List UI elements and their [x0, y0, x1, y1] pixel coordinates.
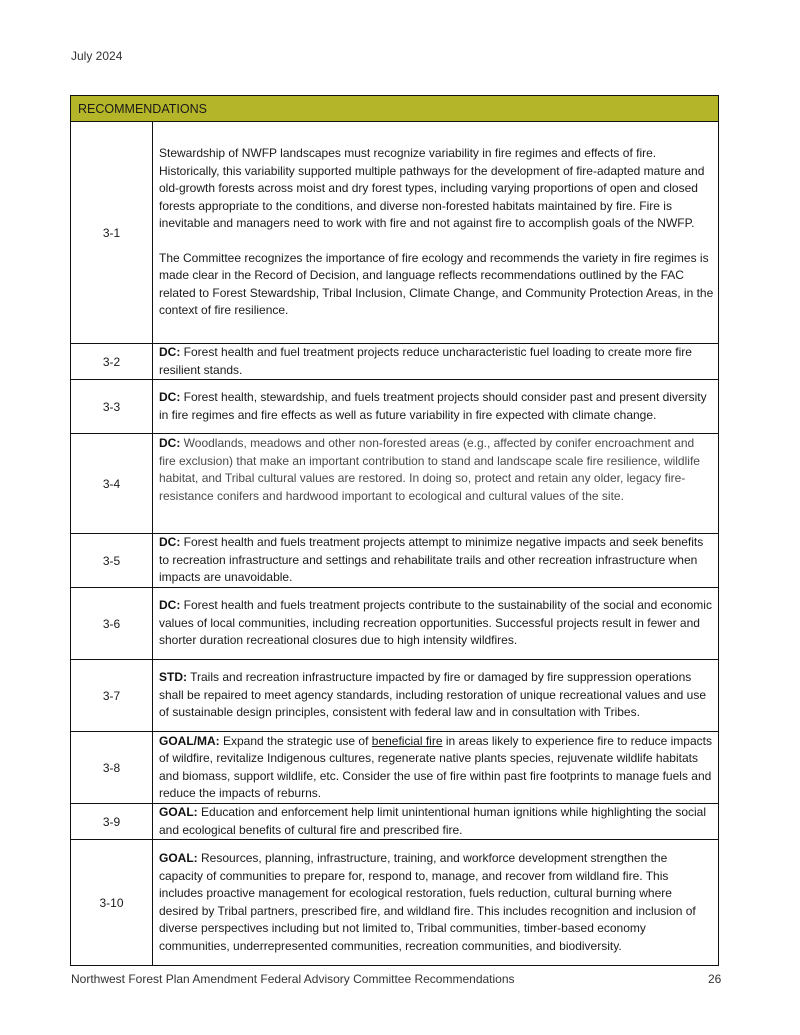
rec-label: GOAL/MA:	[159, 733, 220, 748]
rec-number: 3-4	[71, 434, 153, 534]
rec-number: 3-2	[71, 344, 153, 380]
rec-text	[153, 732, 719, 804]
table-row	[71, 588, 719, 660]
rec-body: Resources, planning, infrastructure, training, and workforce development strengthen the capacity of communities to prepare for, respond to, manage, and recover from wildland fire. This includes proactive management for ecological restoration, fuels reduction, cultural burning where desired by Tribal partners, prescribed fire, and wildland fire. This includes recognition and inclusion of diverse perspectives including but not limited to, Tribal communities, timber-based economy communities, underrepresented communities, recreation communities, and biodiversity.	[159, 851, 696, 953]
rec-body-before: Expand the strategic use of	[223, 733, 369, 748]
rec-label: GOAL:	[159, 805, 198, 819]
rec-label: GOAL:	[159, 851, 198, 865]
rec-label: STD:	[159, 670, 187, 685]
rec-number: 3-3	[71, 380, 153, 434]
table-row	[71, 804, 719, 840]
rec-label: DC:	[159, 598, 181, 613]
beneficial-fire-term: beneficial fire	[371, 733, 443, 748]
table-row	[71, 434, 719, 534]
rec-text	[153, 434, 719, 534]
rec-label: DC:	[159, 345, 181, 359]
table-row	[71, 732, 719, 804]
rec-number: 3-5	[71, 534, 153, 588]
rec-text	[153, 588, 719, 660]
rec-text	[153, 534, 719, 588]
table-header-row	[71, 96, 719, 122]
table-row	[71, 534, 719, 588]
rec-text	[153, 804, 719, 840]
rec-body: Forest health and fuels treatment projects attempt to minimize negative impacts and seek benefits to recreation infrastructure and settings and rehabilitate trails and other recreation infrastructure when impacts are unavoidable.	[159, 535, 704, 585]
rec-text	[153, 122, 719, 344]
rec-body: Education and enforcement help limit unintentional human ignitions while highlighting the social and ecological benefits of cultural fire and prescribed fire.	[159, 805, 706, 837]
rec-paragraph: The Committee recognizes the importance of fire ecology and recommends the variety in fire regimes is made clear in the Record of Decision, and language reflects recommendations outlined by the FAC related to Forest Stewardship, Tribal Inclusion, Climate Change, and Community Protection Areas, in the context of fire resilience.	[159, 250, 714, 318]
table-title: RECOMMENDATIONS	[71, 96, 719, 122]
table-row	[71, 660, 719, 732]
rec-label: DC:	[159, 535, 181, 550]
footer-title: Northwest Forest Plan Amendment Federal Advisory Committee Recommendations	[71, 972, 515, 986]
recommendations-table	[70, 95, 719, 966]
rec-number: 3-7	[71, 660, 153, 732]
rec-text	[153, 344, 719, 380]
rec-label: DC:	[159, 390, 181, 404]
rec-body-after: in areas likely to experience fire to reduce impacts of wildfire, revitalize Indigenous cultures, regenerate native plants species, rejuvenate wildlife habitats and biomass, support wildlife, etc. Consider the use of fire within past fire footprints to manage fuels and reduce the impacts of reburns.	[159, 733, 712, 800]
rec-number: 3-9	[71, 804, 153, 840]
rec-body: Trails and recreation infrastructure impacted by fire or damaged by fire suppression operations shall be repaired to meet agency standards, including restoration of unique recreational values and use of sustainable design principles, consistent with federal law and in consultation with Tribes.	[159, 670, 707, 720]
rec-label: DC:	[159, 436, 181, 450]
rec-paragraph: Stewardship of NWFP landscapes must recognize variability in fire regimes and effects of fire. Historically, this variability supported multiple pathways for the development of fire-adapted mature and old-growth forests across moist and dry forest types, including varying proportions of open and closed forests appropriate to the conditions, and diverse non-forested habitats maintained by fire. Fire is inevitable and managers need to work with fire and not against fire to accomplish goals of the NWFP.	[159, 146, 705, 231]
table-row	[71, 344, 719, 380]
rec-text	[153, 380, 719, 434]
table-row	[71, 380, 719, 434]
rec-number: 3-1	[71, 122, 153, 344]
rec-number: 3-8	[71, 732, 153, 804]
rec-body: Forest health and fuels treatment projects contribute to the sustainability of the social and economic values of local communities, including recreation opportunities. Successful projects result in fewer and shorter duration recreational closures due to high intensity wildfires.	[159, 598, 712, 648]
rec-text	[153, 660, 719, 732]
table-row	[71, 840, 719, 966]
rec-text	[153, 840, 719, 966]
rec-body: Forest health, stewardship, and fuels treatment projects should consider past and present diversity in fire regimes and fire effects as well as future variability in fire expected with climate change.	[159, 390, 707, 422]
header-date: July 2024	[71, 49, 123, 63]
rec-number: 3-10	[71, 840, 153, 966]
rec-number: 3-6	[71, 588, 153, 660]
page-number: 26	[708, 972, 722, 986]
table-row	[71, 122, 719, 344]
rec-body: Woodlands, meadows and other non-forested areas (e.g., affected by conifer encroachment and fire exclusion) that make an important contribution to stand and landscape scale fire resilience, wildlife habitat, and Tribal cultural values are restored. In doing so, protect and retain any older, legacy fire-resistance conifers and hardwood important to ecological and cultural values of the site.	[159, 436, 700, 503]
rec-body: Forest health and fuel treatment projects reduce uncharacteristic fuel loading to create more fire resilient stands.	[159, 345, 692, 377]
